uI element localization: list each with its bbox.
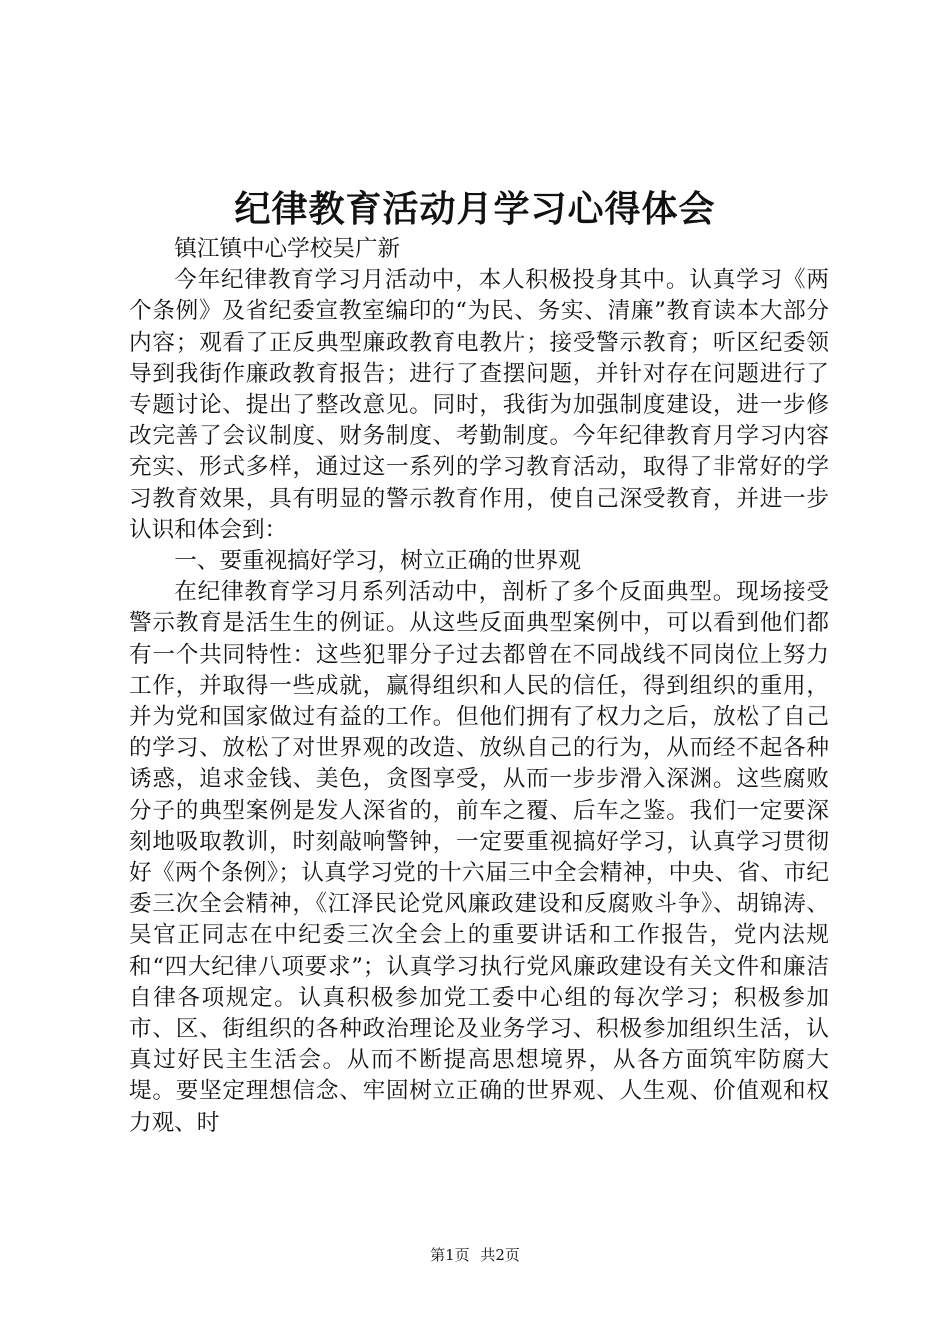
paragraph: 今年纪律教育学习月活动中，本人积极投身其中。认真学习《两个条例》及省纪委宣教室编印的“为民、务实、清廉”教育读本大部分内容；观看了正反典型廉政教育电教片；接受警示教育；听区纪委领导到我街作廉政教育报告；进行了查摆问题，并针对存在问题进行了专题讨论、提出了整改意见。同时，我街为加强制度建设，进一步修改完善了会议制度、财务制度、考勤制度。今年纪律教育月学习内容充实、形式多样，通过这一系列的学习教育活动，取得了非常好的学习教育效果，具有明显的警示教育作用，使自己深受教育，并进一步认识和体会到： bbox=[129, 267, 829, 543]
page-total: 共2页 bbox=[480, 1246, 520, 1264]
document-body bbox=[129, 234, 829, 1139]
section-heading: 一、要重视搞好学习，树立正确的世界观 bbox=[174, 548, 581, 575]
page-footer bbox=[0, 1244, 950, 1266]
paragraph: 在纪律教育学习月系列活动中，剖析了多个反面典型。现场接受警示教育是活生生的例证。从这些反面典型案例中，可以看到他们都有一个共同特性：这些犯罪分子过去都曾在不同战线不同岗位上努力工作，并取得一些成就，赢得组织和人民的信任，得到组织的重用，并为党和国家做过有益的工作。但他们拥有了权力之后，放松了自己的学习、放松了对世界观的改造、放纵自己的行为，从而经不起各种诱惑，追求金钱、美色，贪图享受，从而一步步滑入深渊。这些腐败分子的典型案例是发人深省的，前车之覆、后车之鉴。我们一定要深刻地吸取教训，时刻敲响警钟，一定要重视搞好学习，认真学习贯彻好《两个条例》；认真学习党的十六届三中全会精神，中央、省、市纪委三次全会精神，《江泽民论党风廉政建设和反腐败斗争》、胡锦涛、吴官正同志在中纪委三次全会上的重要讲话和工作报告，党内法规和“四大纪律八项要求”；认真学习执行党风廉政建设有关文件和廉洁自律各项规定。认真积极参加党工委中心组的每次学习；积极参加市、区、街组织的各种政治理论及业务学习、积极参加组织生活，认真过好民主生活会。从而不断提高思想境界，从各方面筑牢防腐大堤。要坚定理想信念、牢固树立正确的世界观、人生观、价值观和权力观、时 bbox=[129, 579, 829, 1136]
author-line: 镇江镇中心学校吴广新 bbox=[174, 236, 401, 262]
page-number: 第1页 bbox=[430, 1246, 470, 1264]
document-title: 纪律教育活动月学习心得体会 bbox=[234, 188, 716, 230]
